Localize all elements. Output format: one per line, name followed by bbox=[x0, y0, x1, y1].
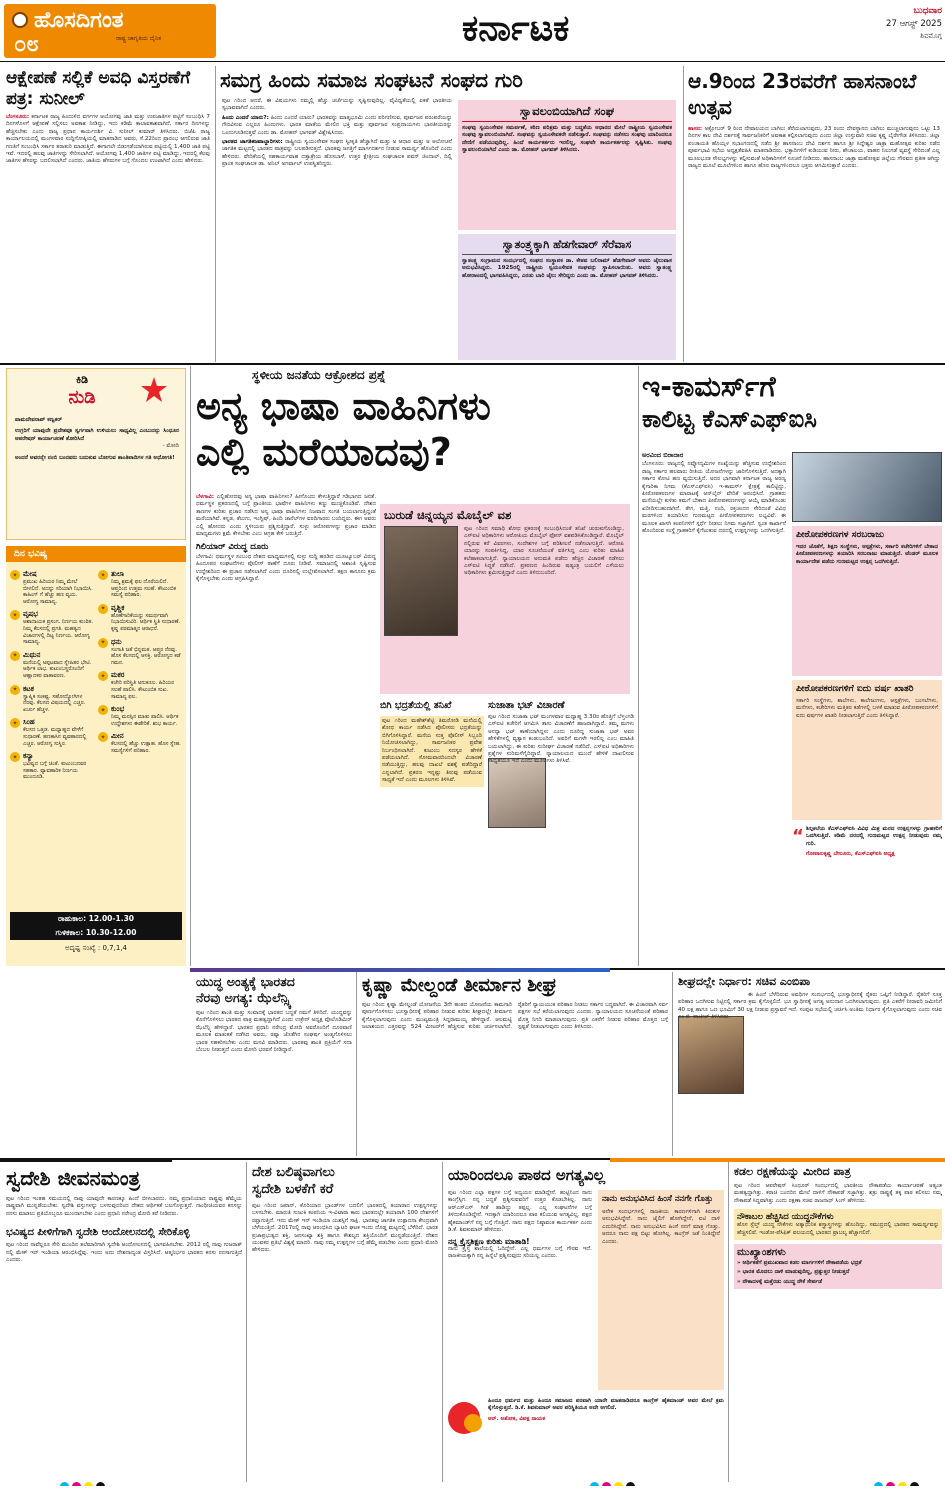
story-ksfic-body bbox=[642, 452, 786, 820]
magenta-dot bbox=[602, 1482, 611, 1486]
black-dot bbox=[626, 1482, 635, 1486]
zodiac-name: ಕಟಕ bbox=[23, 684, 34, 693]
kidinudi-quote2: ಅಂದರೆ ಅವರನ್ನೇ ನಂಬಿ ಬಂದವರು ಬದುಕುವ ಬೋಗುವ ಶಾಂತಿಪಾದಿಗಳ ಗತಿ ಅಧೋಗತಿ! bbox=[15, 454, 175, 461]
box-body: ಅನೇಕ ಸಂದರ್ಭಗಳಲ್ಲಿ ರಾಜಕೀಯ ಕಾರಣಗಳಿಗಾಗಿ ಕಿರುಕುಳ ಅನುಭವಿಸಿದ್ದೇನೆ. ನಾನು ಜೈಲಿಗೆ ಹೋಗಿದ್ದೇನೆ, ಐಟಿ ದಾಳಿ ಎದುರಿಸಿದ್ದೇನೆ. ನಾನು ಅನುಭವಿಸಿದ ಹಿಂಸೆ ನನಗೆ ಮಾತ್ರ ಗೊತ್ತು. ಆದರೂ ನಾನು ಪಕ್ಷ ಬಿಟ್ಟು ಹೋಗಿಲ್ಲ. ಕಾಂಗ್ರೆಸ್ ಜತೆ ನಿಂತಿದ್ದೇನೆ ಎಂದರು. bbox=[602, 1209, 720, 1245]
subhead: ನನ್ನ ಕ್ರೈಸ್ತಶಿಕ್ಷಣ ಕುರಿತು ಮಾತಾಡಿ! bbox=[448, 1237, 530, 1247]
zodiac-prediction: ಭವಿಷ್ಯದ ಬಗ್ಗೆ ಚಿಂತೆ. ಕುಟುಂಬದವರ ಸಹಕಾರ. ವ್ಯಾವಹಾರಿಕ ನಿರ್ಣಯ ಮುಂದೂಡಿ. bbox=[23, 761, 87, 781]
story-text-sub: ನಾನು ಕ್ರೈಸ್ತ ಶಾಲೆಯಲ್ಲಿ ಓದಿದ್ದೇನೆ. ಎಲ್ಲ ಧರ್ಮಗಳ ಬಗ್ಗೆ ಗೌರವ ಇದೆ. ರಾಜಕೀಯಕ್ಕಾಗಿ ನನ್ನ ಹಿನ್ನೆಲೆ ಪ್ರಶ್ನಿಸುವುದು ಸರಿಯಲ್ಲ ಎಂದರು. bbox=[448, 1245, 592, 1260]
registration-marks bbox=[60, 1476, 120, 1486]
story-headline-2: ಕಾಲಿಟ್ಟ ಕೆಎಸ್‌ಎಫ್‌ಐಸಿ bbox=[642, 405, 817, 433]
zodiac-sign-icon: ✦ bbox=[10, 610, 20, 620]
story-headline: ಶೀಘ್ರದಲ್ಲೇ ನಿರ್ಧಾರ: ಸಚಿವ ಎಂಬಿಪಾ bbox=[678, 975, 811, 988]
quote-icon: “ bbox=[792, 826, 804, 847]
story-dateline: ಬೆಂಗಳೂರು: bbox=[6, 114, 30, 120]
zodiac-prediction: ಸಂಗಾತಿ ಜತೆ ಭಿನ್ನಮತ. ಆಪ್ತರ ನೆರವು. ಹೊಸ ಕೆಲಸದಲ್ಲಿ ಆಸಕ್ತಿ. ಆರೋಗ್ಯದ ಕಡೆ ಗಮನ. bbox=[111, 646, 181, 666]
zodiac-sign-icon: ✦ bbox=[10, 752, 20, 762]
story-text: ಬೆಂಗಳೂರು: ರಾಜ್ಯದಲ್ಲಿ ನವ್ಯೋದ್ಯಮಿಗಳ ಸಂಖ್ಯೆಯನ್ನು ಹೆಚ್ಚಿಸುವ ಉದ್ದೇಶದಿಂದ ರಾಜ್ಯ ಸರ್ಕಾರ ಹಲವಾರು ರೀತಿಯ ಯೋಜನೆಗಳನ್ನು ಜಾರಿಗೊಳಿಸುತ್ತಿದೆ. ಅದಕ್ಕಾಗಿ ಸರ್ಕಾರ ಕೋಟಿ ಹಣ ವ್ಯಯಿಸುತ್ತಿದೆ. ಅದರ ಭಾಗವಾಗಿ ಕರ್ನಾಟಕ ರಾಜ್ಯ ಅರಣ್ಯ ಕೈಗಾರಿಕಾ ನಿಗಮ (ಕೆಎಸ್‌ಎಫ್‌ಐಸಿ) ಇ-ಕಾಮರ್ಸ್ ಕ್ಷೇತ್ರಕ್ಕೆ ಕಾಲಿಟ್ಟಿದ್ದು, ಪೀಠೋಪಕರಣಗಳ ಮಾರಾಟಕ್ಕೆ ಆನ್‌ಲೈನ್ ವೇದಿಕೆ ಆರಂಭಿಸಿದೆ. ಗ್ರಾಹಕರು ಮನೆಯಲ್ಲೇ ಕುಳಿತು ತಮಗೆ ಬೇಕಾದ ಪೀಠೋಪಕರಣಗಳನ್ನು ಆಯ್ಕೆ ಮಾಡಿಕೊಂಡು ಖರೀದಿಸಬಹುದಾಗಿದೆ. ತೇಗ, ಮತ್ತಿ, ನಂದಿ, ರಕ್ತಚಂದನ ಸೇರಿದಂತೆ ವಿವಿಧ ಮರಗಳಿಂದ ತಯಾರಿಸಿದ ಗುಣಮಟ್ಟದ ಪೀಠೋಪಕರಣಗಳು ಲಭ್ಯವಿವೆ. ಈ ಮೂಲಕ ಖಾಸಗಿ ಕಂಪನಿಗಳಿಗೆ ಸ್ಪರ್ಧೆ ನೀಡಲು ನಿಗಮ ಸಜ್ಜಾಗಿದೆ. ಸ್ವಂತ ಕಾರ್ಖಾನೆ ಹೊಂದಿರುವ ಸಂಸ್ಥೆ ಗ್ರಾಹಕರಿಗೆ ಕೈಗೆಟುಕುವ ದರದಲ್ಲಿ ಉತ್ಪನ್ನಗಳನ್ನು ಒದಗಿಸುತ್ತಿದೆ. bbox=[642, 461, 786, 535]
zodiac-prediction: ಆಶಾದಾಯಕ ಪ್ರಸಂಗ. ನಿರ್ಣಯ ಕುಂಠಿತ. ನಿಮ್ಮ ಕೆಲಸದಲ್ಲಿ ಪ್ರಗತಿ. ಮಹತ್ವದ ವಿಚಾರಗಳಲ್ಲಿ ದಿಟ್ಟ ನಿರ್ಣಯ. ಆರೋಗ್ಯ ಸಾಮಾನ್ಯ. bbox=[23, 619, 94, 646]
story-headline: ಯಾರಿಂದಲೂ ಪಾಠದ ಅಗತ್ಯವಿಲ್ಲ bbox=[448, 1166, 606, 1184]
black-dot bbox=[96, 1482, 105, 1486]
box-torture bbox=[598, 1190, 724, 1390]
story-headline: ಬುರುಡೆ ಚಿನ್ನಯ್ಯನ ಮೊಬೈಲ್ ವಶ bbox=[384, 508, 512, 522]
zodiac-name: ಕುಂಭ bbox=[111, 705, 125, 714]
page-number: ೦೮ bbox=[14, 32, 39, 57]
masthead-edition: ಶಿವಮೊಗ್ಗ bbox=[920, 32, 942, 40]
logo-emblem-icon bbox=[12, 12, 28, 28]
story-hindu-body bbox=[222, 98, 452, 360]
registration-marks bbox=[874, 1476, 934, 1486]
horoscope-left-col bbox=[10, 570, 94, 786]
kidinudi-title-bottom: ನುಡಿ bbox=[68, 387, 96, 408]
horoscope-box bbox=[6, 546, 186, 966]
yellow-dot bbox=[84, 1482, 93, 1486]
column-divider bbox=[246, 1162, 247, 1482]
highlights-title: ಮುಖ್ಯಾಂಶಗಳು bbox=[737, 1247, 786, 1259]
horoscope-item bbox=[10, 610, 94, 645]
magenta-dot bbox=[72, 1482, 81, 1486]
zodiac-prediction: ನಿಮ್ಮ ಶ್ರಮಕ್ಕೆ ಫಲ ದೊರೆಯಲಿದೆ. ಆಪ್ತರಿಂದ ಉತ್ತಮ ಸಲಹೆ. ಕೌಟುಂಬಿಕ ಸಮಸ್ಯೆ ಪರಿಹಾರ. bbox=[111, 579, 176, 599]
story-mbpatil bbox=[678, 974, 942, 1154]
box-body: ಸ್ವಾತಂತ್ರ್ಯ ಸಂಗ್ರಾಮದ ಸಂದರ್ಭದಲ್ಲಿ ಸಂಘದ ಸಂಸ್ಥಾಪಕ ಡಾ. ಕೇಶವ ಬಲಿರಾಮ್ ಹೆಡಗೇವಾರ್ ಅವರು ಜೈಲುವಾಸ ಅನುಭವಿಸಿದ್ದರು. 1925ರಲ್ಲಿ ರಾಷ್ಟ್ರೀಯ ಸ್ವಯಂಸೇವಕ ಸಂಘವನ್ನು ಸ್ಥಾಪಿಸಲಾಯಿತು. ಅವರು ಸ್ವಾತಂತ್ರ್ಯ ಹೋರಾಟದಲ್ಲಿ ಭಾಗವಹಿಸಿದ್ದರು, ಎರಡು ಬಾರಿ ಜೈಲು ಸೇರಿದ್ದರು ಎಂದು ಡಾ. ಮೋಹನ್ ಭಾಗವತ್ ತಿಳಿಸಿದರು. bbox=[462, 258, 672, 279]
horoscope-item bbox=[98, 570, 182, 599]
quote-text: ಶಿಲ್ಪಕಲೆಯ ಕೆಎಸ್‌ಎಫ್‌ಐಸಿ ವಿವಿಧ ಮಿಶ್ರ ಮರದ ಉತ್ಪನ್ನಗಳನ್ನು ಗ್ರಾಹಕರಿಗೆ ಒದಗಿಸುತ್ತಿದೆ. ಕಡಿಮೆ ದರದಲ್ಲಿ ಗುಣಮಟ್ಟದ ಉತ್ಪನ್ನ ನೀಡುವುದು ನಮ್ಮ ಗುರಿ. bbox=[806, 826, 942, 847]
yellow-dot bbox=[614, 1482, 623, 1486]
column-divider bbox=[356, 972, 357, 1156]
spark-icon bbox=[141, 377, 167, 403]
highlight-item: » ಆರ್ಥಿಕತೆಗೆ ಪ್ರಮುಖವಾದ ಕಡಲ ಮಾರ್ಗಗಳಿಗೆ ನೌಕಾಪಡೆಯ ಭದ್ರತೆ bbox=[737, 1260, 862, 1267]
zodiac-name: ಧನು bbox=[111, 637, 122, 646]
portrait-photo bbox=[384, 526, 458, 636]
masthead-tagline: ರಾಷ್ಟ್ರ ಜಾಗೃತಿಯ ದೈನಿಕ bbox=[116, 35, 162, 42]
masthead-day: ಬುಧವಾರ bbox=[913, 6, 942, 16]
column-divider bbox=[728, 1162, 729, 1482]
event-photo bbox=[792, 452, 942, 522]
story-headline: ಸಮಗ್ರ ಹಿಂದು ಸಮಾಜ ಸಂಘಟನೆ ಸಂಘದ ಗುರಿ bbox=[220, 68, 523, 92]
box-body: ಹೊಸ ಸ್ಟೆಲ್ತ್ ಯುದ್ಧ ನೌಕೆಗಳು ಅತ್ಯಾಧುನಿಕ ಶಸ್ತ್ರಾಸ್ತ್ರಗಳನ್ನು ಹೊಂದಿದ್ದು, ಸಮುದ್ರದಲ್ಲಿ ಭಾರತದ ಸಾಮರ್ಥ್ಯವನ್ನು ಹೆಚ್ಚಿಸಲಿವೆ. ಇಂಡೋ-ಪೆಸಿಫಿಕ್ ವಲಯದಲ್ಲಿ ಭಾರತದ ಪ್ರಾಬಲ್ಯ ಹೆಚ್ಚಾಗಲಿದೆ. bbox=[737, 1222, 939, 1236]
story-text: ಪುಟ ೧ರಿಂದ ಮಹೇಶ್‌ಶೆಟ್ಟಿ ತಿಮರೋಡಿ ಮನೆಯಲ್ಲಿ ಶೋಧ ಕಾರ್ಯ ನಡೆಸಿದ ಪೊಲೀಸರು ಭದ್ರತೆಯನ್ನು ಬಿಗಿಗೊಳಿಸಿದ್ದಾರೆ. ಮನೆಯ ಸುತ್ತ ಪೊಲೀಸ್ ಸಿಬ್ಬಂದಿ ನಿಯೋಜಿಸಲಾಗಿದ್ದು, ಸಾರ್ವಜನಿಕರ ಪ್ರವೇಶ ನಿರ್ಬಂಧಿಸಲಾಗಿದೆ. ಕುಟುಂಬ ಸದಸ್ಯರ ಹೇಳಿಕೆ ಪಡೆಯಲಾಗಿದೆ. ಸೋಮವಾರದಿಂದಲೇ ವಿಚಾರಣೆ ನಡೆಯುತ್ತಿದ್ದು, ಹಲವು ದಾಖಲೆ ವಶಕ್ಕೆ ಪಡೆದಿದ್ದಾರೆ ಎನ್ನಲಾಗಿದೆ. ಪ್ರಕರಣ ಇನ್ನಷ್ಟು ತಿರುವು ಪಡೆಯುವ ಸಾಧ್ಯತೆ ಇದೆ ಎಂದು ಮೂಲಗಳು ತಿಳಿಸಿವೆ. bbox=[380, 716, 484, 787]
story-krishna bbox=[362, 974, 668, 1154]
cyan-dot bbox=[874, 1482, 883, 1486]
story-sujatha bbox=[488, 700, 634, 964]
kidinudi-speaker: ವಾಮದೇವರಾವ್ ಕಣ್ವಕರ್ bbox=[15, 417, 62, 423]
logo-block bbox=[4, 4, 216, 58]
box-title: ಪೀಠೋಪಕರಣಗಳಿಗೆ ಐದು ವರ್ಷ ಖಾತರಿ bbox=[796, 684, 914, 694]
kidinudi-body bbox=[15, 417, 179, 462]
horoscope-item bbox=[98, 705, 182, 727]
horoscope-item bbox=[10, 651, 94, 680]
highlights-list bbox=[737, 1260, 939, 1286]
masthead bbox=[0, 0, 945, 62]
zodiac-name: ಮಿಥುನ bbox=[23, 650, 41, 659]
subhead: ಗಿಲಿಯಾರ್ ವಿರುದ್ಧ ದೂರು bbox=[196, 542, 269, 553]
quote-icon-inner bbox=[464, 1414, 482, 1432]
zodiac-name: ವೃಶ್ಚಿಕ bbox=[111, 603, 125, 612]
story-headline-1: ಇ-ಕಾಮರ್ಸ್‌ಗೆ bbox=[642, 370, 776, 403]
kidinudi-box bbox=[6, 368, 186, 540]
story-text: ಪುಟ ೧ರಿಂದ ನಾವೆಲ್ಲರೂ ಸೇರಿ ಮುಂದಿನ ತಲೆಮಾರಿಗಾಗಿ ಸ್ವದೇಶಿ ಆಂದೋಲನದಲ್ಲಿ ಭಾಗವಹಿಸಬೇಕು. 2012 ರಲ್ಲಿ ನಾವು ಗುಜರಾತ್ ನಲ್ಲಿ ಮೇಕ್ ಇನ್ ಇಂಡಿಯಾ ಆರಂಭಿಸಿದ್ದೆವು. ಇಂದು ಅದು ದೇಶದಾದ್ಯಂತ ವಿಸ್ತರಿಸಿದೆ. ಆತ್ಮನಿರ್ಭರ ಭಾರತದ ಕನಸು ನನಸಾಗುತ್ತಿದೆ ಎಂದರು. bbox=[6, 1242, 242, 1264]
quote-text: ಹಿಂದೂ ಧರ್ಮದ ಮತ್ತು ಹಿಂದೂ ಸಮಾಜದ ಪರವಾಗಿ ಯಾರೇ ಮಾತನಾಡಿದರೂ ಕಾಂಗ್ರೆಸ್ ಹೈಕಮಾಂಡ್ ಅವರ ಮೇಲೆ ಕ್ರಮ ಕೈಗೊಳ್ಳುತ್ತದೆ. ಡಿ.ಕೆ. ಶಿವಕುಮಾರ್ ಅವರ ಪರಿಸ್ಥಿತಿಯೂ ಅದೇ ಆಗಲಿದೆ. bbox=[488, 1398, 724, 1412]
zodiac-name: ಸಿಂಹ bbox=[23, 718, 35, 727]
story-headline-2: ನೆರವು ಅಗತ್ಯ: ಝೆಲೆನ್ಸ್ಕಿ bbox=[196, 990, 291, 1005]
zodiac-sign-icon: ✦ bbox=[98, 638, 108, 648]
story-security bbox=[380, 700, 484, 964]
column-divider bbox=[215, 66, 216, 362]
horoscope-item bbox=[10, 570, 94, 605]
story-mobile bbox=[380, 504, 630, 694]
subhead: ಭಾರತದ ಜಾಗತಿಕಜವಾಬ್ದಾರಿಗಳು: bbox=[222, 139, 283, 146]
quote-ashoka bbox=[448, 1398, 724, 1482]
zodiac-prediction: ಕೆಲಸದಲ್ಲಿ ಹೆಚ್ಚು ಉತ್ಸಾಹ. ಹೊಸ ಸ್ನೇಹ. ಸಮಸ್ಯೆಗಳಿಗೆ ಪರಿಹಾರ. bbox=[111, 741, 181, 754]
zodiac-sign-icon: ✦ bbox=[10, 651, 20, 661]
story-headline: ಕೃಷ್ಣಾ ಮೇಲ್ದಂಡೆ ತೀರ್ಮಾನ ಶೀಘ್ರ bbox=[362, 975, 557, 996]
story-text: ಪುಟ ೧ರಿಂದ ಜಪಾನ್, ಕೊರಿಯಾದ ಬ್ರಾಂಡ್‌ಗಳ ಬದಲಿಗೆ ಭಾರತದಲ್ಲಿ ತಯಾರಾದ ಉತ್ಪನ್ನಗಳನ್ನು ಬಳಸಬೇಕು. ಮಾರುತಿ ಸುಜುಕಿ ಕಂಪನಿಯ ಇ-ವಿಟಾರಾ ಕಾರು ಭಾರತದಲ್ಲೇ ತಯಾರಾಗಿ 100 ದೇಶಗಳಿಗೆ ರಫ್ತಾಗುತ್ತಿದೆ. ಇದು ಮೇಕ್ ಇನ್ ಇಂಡಿಯಾ ಯಶಸ್ಸಿಗೆ ಸಾಕ್ಷಿ. ಭಾರತವು ಜಾಗತಿಕ ಉತ್ಪಾದನಾ ಕೇಂದ್ರವಾಗಿ ಬೆಳೆಯುತ್ತಿದೆ. 2017ರಲ್ಲಿ ನಾವು ಆರಂಭಿಸಿದ ಬ್ಯಾಟರಿ ಘಟಕ ಇಂದು ದೊಡ್ಡ ಮಟ್ಟದಲ್ಲಿ ಬೆಳೆದಿದೆ. ಭಾರತ ಪ್ರಜಾಪ್ರಭುತ್ವದ ಶಕ್ತಿ, ಜನಸಂಖ್ಯಾ ಶಕ್ತಿ ಹಾಗೂ ಕೌಶಲ್ಯದ ಶಕ್ತಿಯೊಂದಿಗೆ ಮುನ್ನಡೆಯುತ್ತಿದೆ. ದೇಶದ ಯುವಕರ ಪ್ರತಿಭೆ ವಿಶ್ವಕ್ಕೆ ಮಾದರಿ. ನಾವು ನಮ್ಮ ಉತ್ಪನ್ನಗಳ ಬಗ್ಗೆ ಹೆಮ್ಮೆ ಪಡಬೇಕು ಎಂದು ಪ್ರಧಾನಿ ಮೋದಿ ಹೇಳಿದರು. bbox=[252, 1203, 438, 1254]
magenta-dot bbox=[886, 1482, 895, 1486]
column-divider bbox=[672, 972, 673, 1156]
quote-ksfic bbox=[792, 826, 942, 964]
story-dateline: ಹಾಸನ: bbox=[688, 126, 703, 132]
accent-stripe bbox=[190, 968, 610, 972]
story-headline: ಸ್ವದೇಶಿ ಜೀವನಮಂತ್ರ bbox=[6, 1166, 141, 1190]
horoscope-item bbox=[10, 685, 94, 714]
horoscope-item bbox=[98, 671, 182, 700]
story-headline-1: ದೇಶ ಬಲಿಷ್ಠವಾಗಲು bbox=[252, 1165, 335, 1180]
story-text: ಪುಟ ೧ರಿಂದ ಆಪರೇಷನ್ ಸಿಂಧೂರ್ ಸಂದರ್ಭದಲ್ಲಿ ಭಾರತೀಯ ನೌಕಾಪಡೆಯ ಕಾರ್ಯಾಚರಣೆ ಅತ್ಯಂತ ಮಹತ್ವದ್ದಾಗಿತ್ತು. ಕರಾಚಿ ಬಂದರಿನ ಮೇಲೆ ದಾಳಿಗೆ ನೌಕಾಪಡೆ ಸಜ್ಜಾಗಿತ್ತು. ಶತ್ರು ರಾಷ್ಟ್ರಕ್ಕೆ ತಕ್ಕ ಪಾಠ ಕಲಿಸಲು ನಮ್ಮ ನೌಕಾಪಡೆ ಸಿದ್ಧವಾಗಿತ್ತು ಎಂದು ರಕ್ಷಣಾ ಸಚಿವ ರಾಜನಾಥ್ ಸಿಂಗ್ ಹೇಳಿದರು. bbox=[734, 1183, 942, 1204]
story-text bbox=[448, 1190, 592, 1261]
cyan-dot bbox=[590, 1482, 599, 1486]
zodiac-name: ಮಕರ bbox=[111, 671, 125, 680]
story-text-main: ಪುಟ ೧ರಿಂದ ಎಲ್ಲಾ ಪಕ್ಷಗಳ ಬಗ್ಗೆ ಅಧ್ಯಯನ ಮಾಡಿದ್ದೇನೆ. ಹುಟ್ಟಿನಿಂದ ನಾನು ಕಾಂಗ್ರೆಸ್ಸಿಗ. ನನ್ನ ಬದ್ಧತೆ ಪ್ರಶ್ನಿಸುವವರಿಗೆ ಉತ್ತರ ಕೊಡಬೇಕಿಲ್ಲ. ನಾನು ಆರ್‌ಎಸ್‌ಎಸ್ ಗೀತೆ ಹಾಡಿದ್ದು ತಪ್ಪಲ್ಲ. ಎಲ್ಲ ಸಂಘಟನೆಗಳ ಬಗ್ಗೆ ತಿಳಿದುಕೊಂಡಿದ್ದೇನೆ. ಇದಕ್ಕಾಗಿ ಯಾರಿಂದಲೂ ಪಾಠ ಕಲಿಯುವ ಅಗತ್ಯವಿಲ್ಲ. ಪಕ್ಷದ ಹೈಕಮಾಂಡ್‌ಗೆ ನನ್ನ ಬಗ್ಗೆ ಗೊತ್ತಿದೆ. ನಾನು ಪಕ್ಷದ ನಿಷ್ಠಾವಂತ ಕಾರ್ಯಕರ್ತ ಎಂದು ಡಿ.ಕೆ. ಶಿವಕುಮಾರ್ ಹೇಳಿದರು. bbox=[448, 1190, 592, 1234]
zodiac-name: ವೃಷಭ bbox=[23, 610, 38, 619]
box-title: ಸ್ವಾವಲಂಬಿಯಾಗಿದೆ ಸಂಘ bbox=[462, 104, 672, 122]
zodiac-sign-icon: ✦ bbox=[98, 604, 108, 614]
registration-marks bbox=[590, 1476, 650, 1486]
rahukala: ರಾಹುಕಾಲ: 12.00-1.30 bbox=[10, 912, 182, 926]
quote-by: ಗೋಪಾಲಕೃಷ್ಣ ಬೇಲೂರು, ಕೆಎಸ್‌ಎಫ್‌ಐಸಿ ಅಧ್ಯಕ್ಷ bbox=[806, 851, 895, 858]
zodiac-sign-icon: ✦ bbox=[10, 718, 20, 728]
column-divider bbox=[190, 366, 191, 966]
story-text: ಈ ಹಿಂದೆ ಬೆಳೆದಿರುವ ಅವಧಿಗಳ ಸಂದರ್ಭದಲ್ಲಿ ಭೂಸ್ವಾಧೀನಕ್ಕೆ ರೈತರು ಒಪ್ಪಿಗೆ ನೀಡಿದ್ದಾರೆ. ರೈತರಿಗೆ ಸೂಕ್ತ ಪರಿಹಾರ ಒದಗಿಸುವ ನಿಟ್ಟಿನಲ್ಲಿ ಸರ್ಕಾರ ಕ್ರಮ ಕೈಗೊಳ್ಳಲಿದೆ. ಭೂ ಸ್ವಾಧೀನಕ್ಕೆ ಅಗತ್ಯ ಅನುದಾನ ಒದಗಿಸಲಾಗುವುದು. ಪ್ರತಿ ಎಕರೆಗೆ ನೀರಾವರಿ ಜಮೀನಿಗೆ 40 ಲಕ್ಷ ಹಾಗೂ ಒಣ ಭೂಮಿಗೆ 30 ಲಕ್ಷ ನೀಡುವ ಪ್ರಸ್ತಾವನೆ ಇದೆ. ಸಂಪುಟ ಸಭೆಯಲ್ಲಿ ಚರ್ಚಿಸಿ ಅಂತಿಮ ನಿರ್ಧಾರ ಕೈಗೊಳ್ಳಲಾಗುವುದು ಎಂದು ಸಚಿವ ಎಂ.ಬಿ. ಪಾಟೀಲ್ ತಿಳಿಸಿದರು. bbox=[678, 992, 942, 1021]
portrait-photo bbox=[678, 1016, 744, 1094]
box-body: ಸಂಘವು ಸ್ವಯಂಸೇವಕ ಸಮರ್ಪಣೆ, ಕಠಿಣ ಪರಿಶ್ರಮ ಮತ್ತು ಬದ್ಧತೆಯ ಆಧಾರದ ಮೇಲೆ ರಾಷ್ಟ್ರೀಯ ಸ್ವಯಂಸೇವಕ ಸಂಘವು ಸ್ವಾವಲಂಬಿಯಾಗಿದೆ. ಸಂಘವನ್ನು ಸ್ವಯಂಸೇವಕರೇ ನಡೆಸುತ್ತಾರೆ. ಸಂಘವನ್ನು ನಡೆಸಲು ಸಂಘವು ಯಾರಿಂದಲೂ ದೇಣಿಗೆ ಪಡೆಯುವುದಿಲ್ಲ. ಹಿಂದೆ ಕಾರ್ಯಕರ್ತರು ಇರಲಿಲ್ಲ, ಸಂಘವೇ ಕಾರ್ಯಕರ್ತರನ್ನು ಸೃಷ್ಟಿಸಿತು. ಸಂಘವು ಸ್ವಾವಲಂಬಿಯಾಗಿದೆ ಎಂದು ಡಾ. ಮೋಹನ್ ಭಾಗವತ್ ತಿಳಿಸಿದರು. bbox=[462, 125, 672, 154]
highlights-box bbox=[734, 1244, 942, 1289]
horoscope-item bbox=[98, 604, 182, 633]
black-dot bbox=[910, 1482, 919, 1486]
horoscope-footer bbox=[10, 912, 182, 953]
zodiac-sign-icon: ✦ bbox=[10, 685, 20, 695]
story-headline-2: ಎಲ್ಲಿ ಮರೆಯಾದವು? bbox=[196, 430, 452, 474]
story-byline: ಅರವಿಂದ ಬಿರಾದಾರ bbox=[642, 452, 684, 459]
zodiac-prediction: ಕಚೇರಿ ಪರಿಸ್ಥಿತಿ ಅನುಕೂಲ. ಹಿರಿಯರ ಸಲಹೆ ಪಾಲಿಸಿ. ಕೌಟುಂಬಿಕ ಸುಖ. ಸಾಮಾನ್ಯ ಫಲ. bbox=[111, 680, 174, 700]
story-headline: ಬಿಗಿ ಭದ್ರತೆಯಲ್ಲಿ ತನಿಖೆ bbox=[380, 700, 452, 711]
accent-stripe bbox=[610, 1158, 945, 1162]
masthead-rule bbox=[0, 61, 945, 62]
zodiac-prediction: ಹೊಣೆಗಾರಿಕೆಯನ್ನು ಸಮರ್ಥವಾಗಿ ನಿಭಾಯಿಸುವಿರಿ. ಆರ್ಥಿಕ ಸ್ಥಿತಿ ಸುಧಾರಣೆ. ಕೃಷ್ಣ ಪರಮಾತ್ಮನ ಆರಾಧನೆ. bbox=[111, 612, 181, 632]
story-objection bbox=[6, 68, 210, 360]
story-swadeshi-call bbox=[252, 1164, 438, 1482]
kidinudi-title-top: ಕಿಡಿ bbox=[75, 373, 89, 386]
zodiac-sign-icon: ✦ bbox=[98, 671, 108, 681]
box-furniture-supply bbox=[792, 526, 942, 676]
story-body bbox=[688, 126, 940, 170]
quote-by: ಆರ್. ಅಶೋಕ, ವಿಪಕ್ಷ ನಾಯಕ bbox=[488, 1415, 546, 1422]
story-channels bbox=[196, 368, 634, 488]
story-text: ಅಕ್ಟೋಬರ್ 9 ರಿಂದ ದೇವಾಲಯದ ಬಾಗಿಲು ತೆರೆಯಲಾಗುವುದು, 23 ರಂದು ದೇವಸ್ಥಾನದ ಬಾಗಿಲು ಮುಚ್ಚಲಾಗುವುದು ಒಟ್ಟು 13 ದಿನಗಳ ಕಾಲ ದೇವಿ ದರ್ಶನಕ್ಕೆ ಸಾರ್ವಜನಿಕರಿಗೆ ಅವಕಾಶ ಕಲ್ಪಿಸಲಾಗುವುದು ಎಂದು ಜಿಲ್ಲಾ ಉಸ್ತುವಾರಿ ಸಚಿವ ಕೃಷ್ಣ ಬೈರೇಗೌಡ ತಿಳಿಸಿದರು. ಜಿಲ್ಲಾ ಪಂಚಾಯತಿ ಹೊಯ್ಸಳ ಸಭಾಂಗಣದಲ್ಲಿ ನಡೆದ ಶ್ರೀ ಹಾಸನಾಂಬ ದೇವಿ ದರ್ಶನ ಹಾಗೂ ಶ್ರೀ ಸಿದ್ದೇಶ್ವರ ಜಾತ್ರಾ ಮಹೋತ್ಸವ ಕುರಿತು ನಡೆದ ಪೂರ್ವಭಾವಿ ಸಭೆಯ ಅಧ್ಯಕ್ಷತೆವಹಿಸಿ ಮಾತನಾಡಿದರು. ಭಕ್ತಾದಿಗಳಿಗೆ ಕುಡಿಯುವ ನೀರು, ಶೌಚಾಲಯ, ವಾಹನ ನಿಲುಗಡೆ ವ್ಯವಸ್ಥೆ ಸೇರಿದಂತೆ ಎಲ್ಲ ಮೂಲಭೂತ ಸೌಲಭ್ಯಗಳನ್ನು ಕಲ್ಪಿಸುವಂತೆ ಅಧಿಕಾರಿಗಳಿಗೆ ಸೂಚನೆ ನೀಡಿದರು. ಹಾಸನಾಂಬ ಜಾತ್ರಾ ಮಹೋತ್ಸವ ಜಿಲ್ಲೆಯ ಗೌರವದ ಪ್ರತೀಕ ಆಗಿದ್ದು ರಾಜ್ಯದ ಮೂಲೆ ಮೂಲೆಗಳಿಂದ ಹಾಗೂ ಹೊರ ರಾಜ್ಯಗಳಿಂದಲೂ ಭಕ್ತರು ಆಗಮಿಸುತ್ತಾರೆ ಎಂದರು. bbox=[688, 126, 940, 170]
row-rule bbox=[0, 363, 945, 365]
box-title: ಪೀಠೋಪಕರಣಗಳ ಸರಬರಾಜು bbox=[796, 530, 885, 540]
story-text: ಪುಟ ೧ರಿಂದ ಆದರೆ, ಈ ವಿಷಯಗಳು ನಮ್ಮಲ್ಲಿ ಹೆಚ್ಚು ಚರ್ಚೆಯನ್ನು ಸೃಷ್ಟಿಸುವುದಿಲ್ಲ. ವೈವಿಧ್ಯತೆಯಲ್ಲಿ ಏಕತೆ ಭಾರತೀಯ ಸ್ವಭಾವವಾಗಿದೆ ಎಂದರು. bbox=[222, 98, 452, 112]
story-swadeshi bbox=[6, 1164, 242, 1482]
box-hedgewar bbox=[458, 234, 676, 360]
zodiac-sign-icon: ✦ bbox=[98, 732, 108, 742]
zodiac-sign-icon: ✦ bbox=[98, 570, 108, 580]
story-text: ಹಿಂದು ಎಂದರೆ ಯಾರು? ಭಾರತವನ್ನು ಮಾತೃಭೂಮಿ ಎಂದು ಪರಿಗಣಿಸುವ, ಪೂರ್ವಜರ ಪರಂಪರೆಯನ್ನು ಗೌರವಿಸುವ ಎಲ್ಲರೂ ಹಿಂದುಗಳು. ಭಾರತ ಮಾತೆಯ ಮೇಲಿನ ಭಕ್ತಿ ಮತ್ತು ಪೂರ್ವಜರ ಸಂಪ್ರದಾಯಗಳು ಭಾರತೀಯರನ್ನು ಒಂದುಗೂಡಿಸುತ್ತವೆ ಎಂದು ಡಾ. ಮೋಹನ್ ಭಾಗವತ್ ವಿಶ್ಲೇಷಿಸಿದರು. bbox=[222, 114, 452, 136]
cyan-dot bbox=[60, 1482, 69, 1486]
horoscope-right-col bbox=[98, 570, 182, 760]
lucky-number: ಅದೃಷ್ಟ ಸಂಖ್ಯೆ : 0,7,1,4 bbox=[65, 944, 127, 952]
zodiac-sign-icon: ✦ bbox=[98, 705, 108, 715]
horoscope-item bbox=[10, 752, 94, 781]
story-kicker: ಸ್ಥಳೀಯ ಜನತೆಯ ಆಕ್ರೋಶದ ಪ್ರಶ್ನೆ bbox=[252, 368, 386, 382]
portrait-photo bbox=[488, 758, 546, 828]
section-title: ಕರ್ನಾಟಕ bbox=[462, 8, 570, 49]
story-text: ಪುಟ ೧ರಿಂದ ಸುಜಾತಾ ಭಟ್ ಮಂಗಳವಾರ ಮಧ್ಯಾಹ್ನ 3.30ರ ಹೊತ್ತಿಗೆ ಬೆಳ್ತಂಗಡಿ ಎಸ್‌ಐಟಿ ಕಚೇರಿಗೆ ಆಗಮಿಸಿ ತಾಸು ವಿಚಾರಣೆಗೆ ಹಾಜರಾಗಿದ್ದಾರೆ. ತಮ್ಮ ಮಗಳು ಅನನ್ಯಾ ಭಟ್ ಕಾಣೆಯಾಗಿದ್ದಳು ಎಂದು ದೂರಿದ್ದ ಸುಜಾತಾ ಭಟ್ ಅವರ ಹೇಳಿಕೆಗಳಲ್ಲಿ ವ್ಯತ್ಯಾಸ ಕಂಡುಬಂದಿದೆ. ಅವರಿಗೆ ಮಗಳೇ ಇರಲಿಲ್ಲ ಎಂಬ ಮಾಹಿತಿ ಬಯಲಾಗಿದ್ದು, ಈ ಕುರಿತು ಸುದೀರ್ಘ ವಿಚಾರಣೆ ನಡೆದಿದೆ. ಎಸ್‌ಐಟಿ ಅಧಿಕಾರಿಗಳು ಪ್ರಶ್ನೆಗಳ ಸುರಿಮಳೆಗೈದಿದ್ದಾರೆ. ನ್ಯಾಯಾಲಯದ ಮುಂದೆ ಹೇಳಿಕೆ ದಾಖಲಿಸುವ ಸಾಧ್ಯತೆಯೂ ಇದೆ ಎಂದು ಮೂಲಗಳು ತಿಳಿಸಿವೆ. bbox=[488, 714, 634, 765]
story-headline: ಸುಜಾತಾ ಭಟ್ ವಿಚಾರಣೆ bbox=[488, 700, 565, 711]
story-dateline: ಬೆಳಗಾವಿ: bbox=[196, 494, 214, 500]
zodiac-name: ಮೇಷ bbox=[23, 570, 37, 578]
kidinudi-badge bbox=[37, 373, 127, 413]
column-divider bbox=[638, 366, 639, 966]
story-dks bbox=[448, 1164, 724, 1394]
story-hasanamba bbox=[688, 68, 940, 360]
box-title: ನೌಕಾಬಲ ಹೆಚ್ಚಿಸಿದ ಯುದ್ಧನೌಕೆಗಳು bbox=[737, 1212, 834, 1223]
subhead: ಹಿಂದು ಎಂದರೆ ಯಾರು?: bbox=[222, 114, 269, 121]
gulikakala: ಗುಳಿಕಕಾಲ: 10.30-12.00 bbox=[10, 926, 182, 940]
highlight-item: » ನೌಕಾದಳಕ್ಕೆ ಮತ್ತೆರಡು ಯುದ್ಧ ನೌಕೆ ಸೇರ್ಪಡೆ bbox=[737, 1278, 823, 1285]
yellow-dot bbox=[898, 1482, 907, 1486]
kidinudi-quote1-by: - ಮೋದಿ bbox=[162, 443, 179, 450]
zodiac-name: ತುಲಾ bbox=[111, 570, 124, 578]
story-ksfic bbox=[642, 370, 942, 450]
story-text: ಪುಟ ೧ರಿಂದ ಇಂತಹ ಸಮಯದಲ್ಲಿ ನಾವು ಯಾವುದೇ ಕಾರಣಕ್ಕೂ ಹಿಂದೆ ಬೀಳಬಾರದು. ನಮ್ಮ ಪ್ರಧಾನಿಯಾದ ರಾಷ್ಟ್ರವು ಹೆಮ್ಮೆಯ ರಾಷ್ಟ್ರವಾಗಿ ಮುನ್ನಡೆಯಬೇಕು. ಸ್ವದೇಶಿ ವಸ್ತುಗಳನ್ನು ಬಳಸುವುದರಿಂದ ದೇಶದ ಆರ್ಥಿಕತೆ ಬಲಗೊಳ್ಳುತ್ತದೆ. ಗಾಂಧೀಜಿಯವರ ಕನಸನ್ನು ನನಸು ಮಾಡಲು ಪ್ರತಿಯೊಬ್ಬರೂ ಮುಂದಾಗಬೇಕು ಎಂದು ಪ್ರಧಾನಿ ನರೇಂದ್ರ ಮೋದಿ ಕರೆ ನೀಡಿದರು. bbox=[6, 1196, 242, 1217]
story-channels-body bbox=[196, 494, 376, 964]
story-zelensky bbox=[196, 974, 352, 1154]
story-headline-1: ಅನ್ಯ ಭಾಷಾ ವಾಹಿನಿಗಳು bbox=[196, 384, 491, 428]
dateline-block bbox=[838, 6, 942, 58]
zodiac-prediction: ಸ್ವಾಪ್ನಿಕ ಸಂಕಷ್ಟ. ಸಹೋದ್ಯೋಗಿಗಳ ನೆರವು. ಕೆಲಸದ ವಿಷಯದಲ್ಲಿ ಎಚ್ಚರ. ಖರ್ಚು ಹೆಚ್ಚಳ. bbox=[23, 693, 86, 713]
story-text: ರಾಷ್ಟ್ರೀಯ ಸ್ವಯಂಸೇವಕ ಸಂಘದ ಸ್ವೀಕೃತಿ ಹೆಚ್ಚಾಗಿದೆ ಮತ್ತು ಅ ಆಧಾರ ಮತ್ತು ಅ ಆಲೋಚನೆ ಜಾಗತಿಕ ಮಟ್ಟದಲ್ಲಿ ಭಾರತದ ಪಾತ್ರವನ್ನು ಬಲಪಡಿಸುತ್ತದೆ. ಭಾರತವು ಜಗತ್ತಿಗೆ ಮಾರ್ಗದರ್ಶನ ನೀಡುವ ಸಾಮರ್ಥ್ಯ ಹೊಂದಿದೆ ಎಂದು ಹೇಳಿದರು. ವೇದಿಕೆಯಲ್ಲಿ ಸಹಕಾರ್ಯವಾಹ ದತ್ತಾತ್ರೇಯ ಹೊಸಬಾಳೆ, ಉತ್ತರ ಕ್ಷೇತ್ರೀಯ ಸಂಘಚಾಲಕ ಪವನ್ ಜಿಂದಾಲ್, ದಿಲ್ಲಿ ಪ್ರಾಂತ ಸಂಘಚಾಲಕ ಡಾ. ಅನಿಲ್ ಅಗರ್ವಾಲ್ ಉಪಸ್ಥಿತರಿದ್ದರು. bbox=[222, 139, 452, 168]
story-text: ಪುಟ ೧ರಿಂದ ಶಾಂತಿ ಮತ್ತು ಸಂವಾದಕ್ಕೆ ಭಾರತದ ಬದ್ಧತೆ ನಮಗೆ ತಿಳಿದಿದೆ. ಯುದ್ಧವನ್ನು ಕೊನೆಗೊಳಿಸಲು ಭಾರತದ ಪಾತ್ರ ಮಹತ್ವದ್ದಾಗಿದೆ ಎಂದು ಉಕ್ರೇನ್ ಅಧ್ಯಕ್ಷ ವೊಲೊಡಿಮಿರ್ ಝೆಲೆನ್ಸ್ಕಿ ಹೇಳಿದ್ದಾರೆ. ಭಾರತದ ಪ್ರಧಾನಿ ನರೇಂದ್ರ ಮೋದಿ ಅವರೊಂದಿಗೆ ದೂರವಾಣಿ ಮೂಲಕ ಮಾತುಕತೆ ನಡೆಸಿದ ಅವರು, ರಷ್ಯಾ ಜೊತೆಗಿನ ಸಂಘರ್ಷ ಅಂತ್ಯಗೊಳಿಸಲು ಭಾರತ ಸಹಕರಿಸಬೇಕು ಎಂದು ಮನವಿ ಮಾಡಿದರು. ಭಾರತವು ಶಾಂತಿ ಪ್ರಕ್ರಿಯೆಗೆ ಸದಾ ಬೆಂಬಲ ನೀಡುತ್ತದೆ ಎಂದು ಮೋದಿ ಭರವಸೆ ನೀಡಿದ್ದಾರೆ. bbox=[196, 1010, 352, 1054]
horoscope-title: ದಿನ ಭವಿಷ್ಯ bbox=[6, 546, 186, 562]
story-text: ಎಲ್ಲಿಹೋದವು ಅನ್ಯ ಭಾಷಾ ವಾಹಿನಿಗಳು? ಹೀಗೊಂದು ಕೇಳುತ್ತಿದ್ದಾರೆ ಗಡಿಭಾಗದ ಜನತೆ. ಧರ್ಮಸ್ಥಳ ಪ್ರಕರಣದಲ್ಲಿ ಬಗ್ಗೆ ಪ್ರಾಂತೀಯ ಭಾಷೆಗಳ ವಾಹಿನಿಗಳು ಕಣ್ಣು ಮುಚ್ಚಿಕೊಂಡಿವೆ. ದೇಶದ ತಾಣಗಳ ಕುರಿತು ಪ್ರಚಾರ ನಡೆಸಿದ ಅನ್ಯ ಭಾಷಾ ವಾಹಿನಿಗಳು ನಿಜವಾದ ಸಂಗತಿ ಬಯಲಾಗುತ್ತಿದ್ದಂತೆ ಮರೆಯಾಗಿವೆ. ಕನ್ನಡ, ತೆಲುಗು, ಇಂಗ್ಲಿಷ್, ಹಿಂದಿ ಚಾನೆಲ್‌ಗಳ ವರದಿಗಾರರು ಬಂದಿದ್ದರು. ಈಗ ಅವರು ಎಲ್ಲಿ ಹೋದರು ಎಂದು ಸ್ಥಳೀಯರು ಪ್ರಶ್ನಿಸುತ್ತಿದ್ದಾರೆ. ಸುಳ್ಳು ಆರೋಪಗಳನ್ನು ಪ್ರಚಾರ ಮಾಡಿದ ಮಾಧ್ಯಮಗಳು ಕ್ಷಮೆ ಕೇಳಬೇಕು ಎಂಬ ಆಗ್ರಹ ಕೇಳಿ ಬರುತ್ತಿದೆ. bbox=[196, 494, 376, 538]
zodiac-name: ಕನ್ಯಾ bbox=[23, 752, 34, 761]
story-headline: ಕಡಲ ರಕ್ಷಣೆಯನ್ನು ಮೀರಿದ ಪಾತ್ರ bbox=[734, 1165, 851, 1178]
story-headline: ಆ.9ರಿಂದ 23ರವರೆಗೆ ಹಾಸನಾಂಬೆ ಉತ್ಸವ bbox=[688, 69, 917, 119]
highlight-item: » ಭಾರತ ಮೊದಲು ದಾಳಿ ಮಾಡುವುದಿಲ್ಲ, ಪ್ರತ್ಯುತ್ತರ ನೀಡುತ್ತದೆ bbox=[737, 1269, 850, 1276]
zodiac-prediction: ನಿಮ್ಮ ಮನಸ್ಸಿನ ಮಾತು ಪಾಲಿಸಿ. ಆರ್ಥಿಕ ಉದ್ದೇಶಗಳು ಈಡೇರಿಕೆ. ಶುಭ ಕಾರ್ಯ. bbox=[111, 714, 179, 727]
zodiac-prediction: ಪ್ರಮುಖ ಹಿರಿಯರ ನಿಮ್ಮ ಮೇಲೆ ಬೀಳಲಿದೆ. ಅದನ್ನು ಸರಿಯಾಗಿ ನಿಭಾಯಿಸಿ. ಕಾಹಿಂಗ್ ಗೆ ಹೆಚ್ಚು ಹಣ ವ್ಯಯ. ಆರೋಗ್ಯ ಸಾಮಾನ್ಯ. bbox=[23, 579, 93, 605]
horoscope-item bbox=[98, 732, 182, 754]
box-body: ಸರ್ಕಾರಿ ಸಂಸ್ಥೆಗಳು, ಶಾಲೆಗಳು, ಕಾಲೇಜುಗಳು, ಆಸ್ಪತ್ರೆಗಳು, ಬಂಗಲೆಗಳು, ಮನೆಗಳು, ಕಚೇರಿಗಳು ಮತ್ತಿತರ ಕಡೆಗಳಲ್ಲಿ ಬಳಕೆ ಮಾಡುವ ಪೀಠೋಪಕರಣಗಳಿಗೆ ಐದು ವರ್ಷಗಳ ಖಾತರಿ ನೀಡಲಾಗುತ್ತಿದೆ ಎಂದು ತಿಳಿಸಿದ್ದಾರೆ. bbox=[796, 698, 938, 719]
column-divider bbox=[442, 1162, 443, 1482]
horoscope-item bbox=[98, 638, 182, 667]
zodiac-sign-icon: ✦ bbox=[10, 570, 20, 580]
zodiac-name: ಮೀನ bbox=[111, 732, 124, 741]
story-text: ಪುಟ ೧ರಿಂದ ಸಮಾಧಿ ಶೋಧ ಪ್ರಕರಣಕ್ಕೆ ಸಂಬಂಧಿಸಿದಂತೆ ತನಿಖೆ ಚುರುಕುಗೊಂಡಿದ್ದು, ಎಸ್‌ಐಟಿ ಅಧಿಕಾರಿಗಳು ಆರೋಪಿಯ ಮೊಬೈಲ್ ಫೋನ್ ವಶಪಡಿಸಿಕೊಂಡಿದ್ದಾರೆ. ಮೊಬೈಲ್ ನಲ್ಲಿರುವ ಕರೆ ವಿವರಗಳು, ಸಂದೇಶಗಳ ಬಗ್ಗೆ ಪರಿಶೀಲನೆ ನಡೆಸಲಾಗುತ್ತಿದೆ. ಆರೋಪಿ ಯಾರನ್ನು ಸಂಪರ್ಕಿಸಿದ್ದ, ಯಾರ ಸೂಚನೆಯಂತೆ ವರ್ತಿಸಿದ್ದ ಎಂಬ ಕುರಿತು ಮಾಹಿತಿ ಕಲೆಹಾಕಲಾಗುತ್ತಿದೆ. ನ್ಯಾಯಾಲಯದ ಅನುಮತಿ ಪಡೆದು ಹೆಚ್ಚಿನ ವಿಚಾರಣೆ ನಡೆಸಲು ಎಸ್‌ಐಟಿ ಸಿದ್ಧತೆ ನಡೆಸಿದೆ. ಪ್ರಕರಣದ ಹಿಂದಿರುವ ಷಡ್ಯಂತ್ರ ಬಯಲಿಗೆ ಎಳೆಯಲು ಅಧಿಕಾರಿಗಳು ಶ್ರಮಿಸುತ್ತಿದ್ದಾರೆ ಎಂದು ತಿಳಿದುಬಂದಿದೆ. bbox=[464, 526, 624, 577]
story-headline-2: ಸ್ವದೇಶಿ ಬಳಕೆಗೆ ಕರೆ bbox=[252, 1182, 334, 1197]
box-body: ಇದರ ಜೊತೆಗೆ, ಶಿಕ್ಷಣ ಸಂಸ್ಥೆಗಳು, ಆಸ್ಪತ್ರೆಗಳು, ಸರ್ಕಾರಿ ಕಚೇರಿಗಳಿಗೆ ಬೇಕಾದ ಪೀಠೋಪಕರಣಗಳನ್ನು ತಯಾರಿಸಿ ಸರಬರಾಜು ಮಾಡುತ್ತಿದೆ. ಟೆಂಡರ್ ಮೂಲಕ ಕಾರ್ಯಾದೇಶ ಪಡೆದು ಗುಣಮಟ್ಟದ ಉತ್ಪನ್ನ ಒದಗಿಸುತ್ತಿದೆ. bbox=[796, 544, 938, 565]
accent-stripe bbox=[0, 1158, 172, 1162]
box-warranty bbox=[792, 680, 942, 820]
story-hindu-samaja bbox=[220, 66, 680, 96]
story-text: ಕರ್ನಾಟಕ ರಾಜ್ಯ ಹಿಂದುಳಿದ ವರ್ಗಗಳ ಆಯೋಗವು ಜಾತಿ ಮತ್ತು ಉಪಜಾತಿಗಳ ಪಟ್ಟಿಗೆ ಸಂಬಂಧಿಸಿ 7 ದಿನಗಳೊಳಗೆ ಆಕ್ಷೇಪಣೆ ಸಲ್ಲಿಸಲು ಅವಕಾಶ ನೀಡಿದ್ದು, ಇದು ಕಡಿಮೆ ಕಾಲಾವಕಾಶವಾಗಿದೆ, ಸರ್ಕಾರ ದಿನಗಳನ್ನು ಹೆಚ್ಚಿಸಬೇಕು ಎಂದು ರಾಜ್ಯ ಪ್ರಧಾನ ಕಾರ್ಯದರ್ಶಿ ವಿ. ಸುನೀಲ್ ಕುಮಾರ್ ತಿಳಿಸಿದರು. ಬಿಜೆಪಿ ರಾಜ್ಯ ಕಾರ್ಯಾಲಯದಲ್ಲಿ ಮಂಗಳವಾರ ಸುದ್ದಿಗೋಷ್ಠಿಯಲ್ಲಿ ಮಾತನಾಡಿದ ಅವರು, ಸೆ.22ರಿಂದ ಪ್ರಾರಂಭ ಆಗಲಿರುವ ಜಾತಿ ಗಣತಿಗೆ ಸಂಬಂಧಿಸಿ ಸರ್ಕಾರ ತರಾತುರಿ ಮಾಡುತ್ತಿದೆ. ಈಗಾಗಲೇ ಬಿಡುಗಡೆಯಾಗಿರುವ ಪಟ್ಟಿಯಲ್ಲಿ 1,400 ಜಾತಿ ಪಟ್ಟಿ ಇವೆ. ಇದರಲ್ಲಿ ಹಲವು ಜಾತಿಗಳನ್ನು ಸೇರಿಸಲಾಗಿದೆ. ಆಯೋಗವು 1,400 ಜಾತಿಗಳ ಪಟ್ಟಿ ಮಾಡಿದ್ದು, ಇದರಲ್ಲಿ ಕೆಲವು ಜಾತಿಗಳ ಹೆಸರನ್ನು ಬದಲಿಸಲಾಗಿದೆ ಎಂದರು. ಜಾತಿಯ ಹೆಸರುಗಳ ಬಗ್ಗೆ ಗೊಂದಲ ಉಂಟಾಗಿದೆ ಎಂದು ಹೇಳಿದರು. bbox=[6, 114, 210, 165]
masthead-date: 27 ಆಗಸ್ಟ್ 2025 bbox=[886, 19, 942, 29]
zodiac-prediction: ಕೆಲಸದ ಒತ್ತಡ. ಮಧ್ಯಾಹ್ನದ ವೇಳೆಗೆ ಸುಧಾರಣೆ. ಹಣಕಾಸಿನ ವ್ಯವಹಾರದಲ್ಲಿ ಎಚ್ಚರ. ಆರೋಗ್ಯ ಸುಸ್ಥಿರ. bbox=[23, 727, 87, 747]
box-title: ನಾನು ಅನುಭವಿಸಿದ ಹಿಂಸೆ ನನಗೇ ಗೊತ್ತು bbox=[602, 1194, 713, 1204]
story-text: ಪುಟ ೧ರಿಂದ ಕೃಷ್ಣಾ ಮೇಲ್ದಂಡೆ ಯೋಜನೆಯ 3ನೇ ಹಂತದ ಯೋಜನೆಯ ಕಾಮಗಾರಿ ಪೂರ್ಣಗೊಳಿಸಲು ಭೂಸ್ವಾಧೀನಕ್ಕೆ ಪರಿಹಾರ ನೀಡುವ ಕುರಿತು ಶೀಘ್ರದಲ್ಲೇ ತೀರ್ಮಾನ ಕೈಗೊಳ್ಳಲಾಗುವುದು ಎಂದು ಮುಖ್ಯಮಂತ್ರಿ ಸಿದ್ದರಾಮಯ್ಯ ಹೇಳಿದ್ದಾರೆ. ಆಲಮಟ್ಟಿ ಜಲಾಶಯದ ಎತ್ತರವನ್ನು 524 ಮೀಟರ್‌ಗೆ ಹೆಚ್ಚಿಸುವ ಕುರಿತು ಚರ್ಚಿಸಲಾಗಿದೆ. ರೈತರಿಗೆ ನ್ಯಾಯಯುತ ಪರಿಹಾರ ನೀಡಲು ಸರ್ಕಾರ ಬದ್ಧವಾಗಿದೆ. ಈ ವಿಚಾರವಾಗಿ ಸರ್ವ ಪಕ್ಷಗಳ ಸಭೆ ಕರೆಯಲಾಗುವುದು ಎಂದರು. ನ್ಯಾಯಾಲಯದ ಸೂಚನೆಯಂತೆ ಪರಿಹಾರ ಮೊತ್ತ ನಿಗದಿ ಮಾಡಲಾಗುವುದು. ಪ್ರತಿ ಎಕರೆಗೆ ನೀಡುವ ಪರಿಹಾರ ಮೊತ್ತದ ಬಗ್ಗೆ ಸ್ಪಷ್ಟತೆ ನೀಡಲಾಗುವುದು ಎಂದು ತಿಳಿಸಿದರು. bbox=[362, 1002, 668, 1031]
subhead: ಭವಿಷ್ಯದ ಪೀಳಿಗೆಗಾಗಿ ಸ್ವದೇಶಿ ಆಂದೋಲನದಲ್ಲಿ ಸೇರಿಕೊಳ್ಳಿ bbox=[6, 1227, 190, 1239]
column-divider bbox=[683, 66, 684, 362]
story-body bbox=[6, 114, 210, 166]
kidinudi-quote1: ಉಗ್ರರಿಗೆ ಯಾವುದೇ ಪ್ರದೇಶವೂ ಸ್ವರ್ಗವಾಗಿ ಉಳಿಯಲು ಸಾಧ್ಯವಿಲ್ಲ ಎಂಬುದನ್ನು ಸಿಂಧೂರ ಆಪರೇಷನ್ ಕಾರ್ಯಾಚರಣೆ ತೋರಿಸಿದೆ bbox=[15, 428, 179, 442]
story-navy bbox=[734, 1164, 942, 1482]
zodiac-prediction: ಮನೆಯಲ್ಲಿ ಅಪ್ಪಟವಾದ ಸ್ನೇಹಿತರ ಭೇಟಿ. ಆರ್ಥಿಕ ಲಾಭ. ಕುಟುಂಬಸ್ಥರೊಂದಿಗೆ ಆಹ್ಲಾದಕರ ವಾತಾವರಣ. bbox=[23, 659, 92, 679]
horoscope-item bbox=[10, 718, 94, 747]
story-headline-1: ಯುದ್ಧ ಅಂತ್ಯಕ್ಕೆ ಭಾರತದ bbox=[196, 974, 295, 989]
box-title: ಸ್ವಾತಂತ್ರ್ಯಕ್ಕಾಗಿ ಹೆಡಗೇವಾರ್ ಸೆರೆವಾಸ bbox=[462, 238, 672, 255]
box-navy bbox=[734, 1209, 942, 1240]
story-text: ಬೆಳಗಾವಿ: ಧರ್ಮಸ್ಥಳ ಸಂಬಂಧ ದೇಶದ ಮಾಧ್ಯಮಗಳಲ್ಲಿ ಸುಳ್ಳು ಸುದ್ದಿ ಹರಡಿದ ಯೂಟ್ಯೂಬರ್ ವಿರುದ್ಧ ಹಿಂದೂಪರ ಸಂಘಟನೆಗಳು ಪೊಲೀಸ್ ಠಾಣೆಗೆ ದೂರು ನೀಡಿವೆ. ಸಮಾಜದಲ್ಲಿ ಅಶಾಂತಿ ಸೃಷ್ಟಿಸುವ ಉದ್ದೇಶದಿಂದ ಈ ಪ್ರಚಾರ ನಡೆಸಲಾಗಿದೆ ಎಂದು ದೂರಿನಲ್ಲಿ ಉಲ್ಲೇಖಿಸಲಾಗಿದೆ. ತಕ್ಷಣ ಕಾನೂನು ಕ್ರಮ ಕೈಗೊಳ್ಳಬೇಕು ಎಂದು ಆಗ್ರಹಿಸಿದ್ದಾರೆ. bbox=[196, 553, 376, 583]
box-swavalambi bbox=[458, 100, 676, 230]
masthead-logo: ಹೊಸದಿಗಂತ bbox=[34, 8, 124, 33]
story-headline: ಆಕ್ಷೇಪಣೆ ಸಲ್ಲಿಕೆ ಅವಧಿ ವಿಸ್ತರಣೆಗೆ ಪತ್ರ: ಸುನೀಲ್ bbox=[6, 68, 191, 109]
